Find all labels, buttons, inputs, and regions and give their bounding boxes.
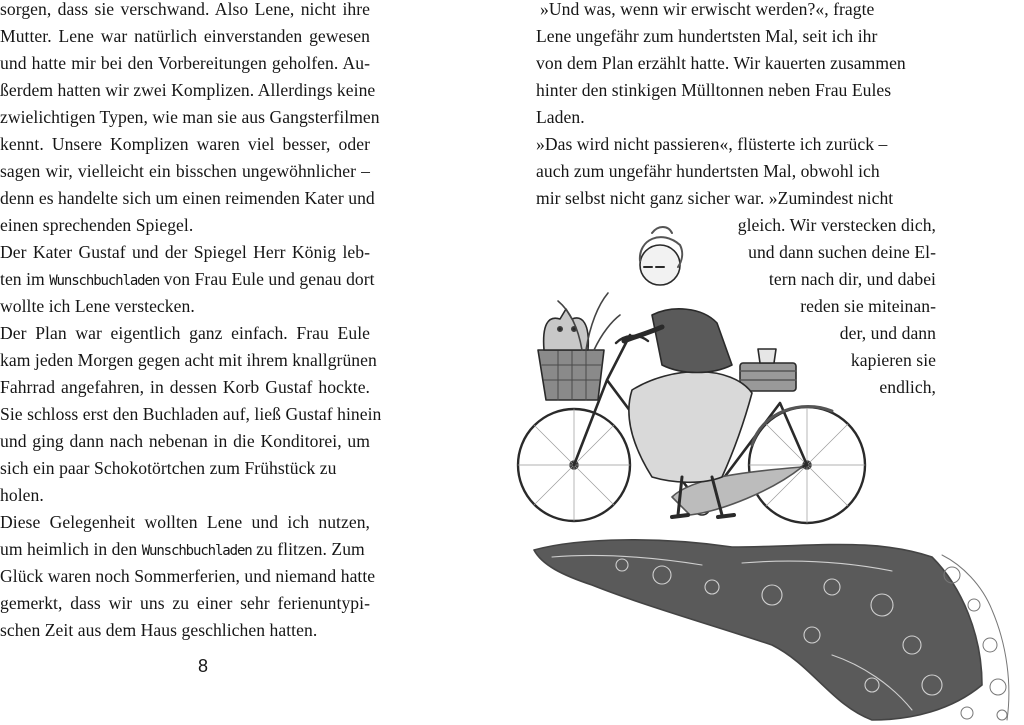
text-fragment: von Frau Eule und genau dort <box>163 269 375 289</box>
text-line: Fahrrad angefahren, in dessen Korb Gustaf hockte. <box>0 377 370 397</box>
text-line: »Das wird nicht passieren«, flüsterte ich zurück – <box>536 134 888 154</box>
text-line: hinter den stinkigen Mülltonnen neben Frau Eules <box>536 80 892 100</box>
woman-jacket <box>652 309 732 373</box>
text-line: Sie schloss erst den Buchladen auf, ließ Gustaf hinein <box>0 404 382 424</box>
page-number: 8 <box>198 656 209 676</box>
text-line: kennt. Unsere Komplizen waren viel besser, oder <box>0 134 370 154</box>
teacup <box>758 349 776 363</box>
text-line: gleich. Wir verstecken dich, <box>737 215 936 235</box>
text-line: sich ein paar Schokotörtchen zum Frühstück zu <box>0 458 337 478</box>
text-fragment: zu flitzen. Zum <box>256 539 365 559</box>
text-line: und hatte mir bei den Vorbereitungen geholfen. Au- <box>0 53 370 73</box>
ground-shadow <box>534 540 982 720</box>
text-line: »Und was, wenn wir erwischt werden?«, fragte <box>540 0 875 19</box>
book-stack <box>740 363 796 391</box>
text-line: tern nach dir, und dabei <box>768 269 936 289</box>
basket <box>538 350 604 400</box>
text-line <box>0 266 375 295</box>
text-line: Mutter. Lene war natürlich einverstanden gewesen <box>0 26 370 46</box>
bicycle-woman-illustration <box>512 215 1024 725</box>
text-line: endlich, <box>879 377 936 397</box>
woman-head <box>640 245 680 285</box>
handwritten-shop-name: Wunschbuchladen <box>141 543 252 559</box>
text-line: reden sie miteinan- <box>800 296 936 316</box>
text-line: Der Kater Gustaf und der Spiegel Herr König leb- <box>0 242 370 262</box>
text-line: sorgen, dass sie verschwand. Also Lene, nicht ihre <box>0 0 370 19</box>
text-line: Der Plan war eigentlich ganz einfach. Frau Eule <box>0 323 370 343</box>
text-line: auch zum ungefähr hundertsten Mal, obwohl ich <box>536 161 880 181</box>
right-page <box>512 0 1024 725</box>
text-line: und ging dann nach nebenan in die Konditorei, um <box>0 431 370 451</box>
text-line: zwielichtigen Typen, wie man sie aus Gangsterfilmen <box>0 107 380 127</box>
text-line: schen Zeit aus dem Haus geschlichen hatten. <box>0 620 318 640</box>
handwritten-shop-name: Wunschbuchladen <box>49 273 160 289</box>
text-line: gemerkt, dass wir uns zu einer sehr ferienuntypi- <box>0 593 370 613</box>
text-fragment: um heimlich in den <box>0 539 138 559</box>
text-line: denn es handelte sich um einen reimenden Kater und <box>0 188 375 208</box>
text-fragment: ten im <box>0 269 45 289</box>
text-line: Lene ungefähr zum hundertsten Mal, seit ich ihr <box>536 26 878 46</box>
text-line: Diese Gelegenheit wollten Lene und ich nutzen, <box>0 512 370 532</box>
text-line: Glück waren noch Sommerferien, und niemand hatte <box>0 566 376 586</box>
text-line: mir selbst nicht ganz sicher war. »Zumindest nicht <box>536 188 894 208</box>
mudguard-rear <box>752 406 832 445</box>
text-line: und dann suchen deine El- <box>748 242 936 262</box>
text-line: kapieren sie <box>850 350 936 370</box>
text-line <box>0 536 370 565</box>
text-line: kam jeden Morgen gegen acht mit ihrem knallgrünen <box>0 350 377 370</box>
text-line: ßerdem hatten wir zwei Komplizen. Allerdings keine <box>0 80 376 100</box>
text-line: einen sprechenden Spiegel. <box>0 215 194 235</box>
text-line: holen. <box>0 485 44 505</box>
text-line: Laden. <box>536 107 585 127</box>
text-line: von dem Plan erzählt hatte. Wir kauerten zusammen <box>536 53 906 73</box>
text-line: sagen wir, vielleicht ein bisschen ungewöhnlicher – <box>0 161 370 181</box>
text-line: der, und dann <box>839 323 936 343</box>
text-line: wollte ich Lene verstecken. <box>0 296 195 316</box>
